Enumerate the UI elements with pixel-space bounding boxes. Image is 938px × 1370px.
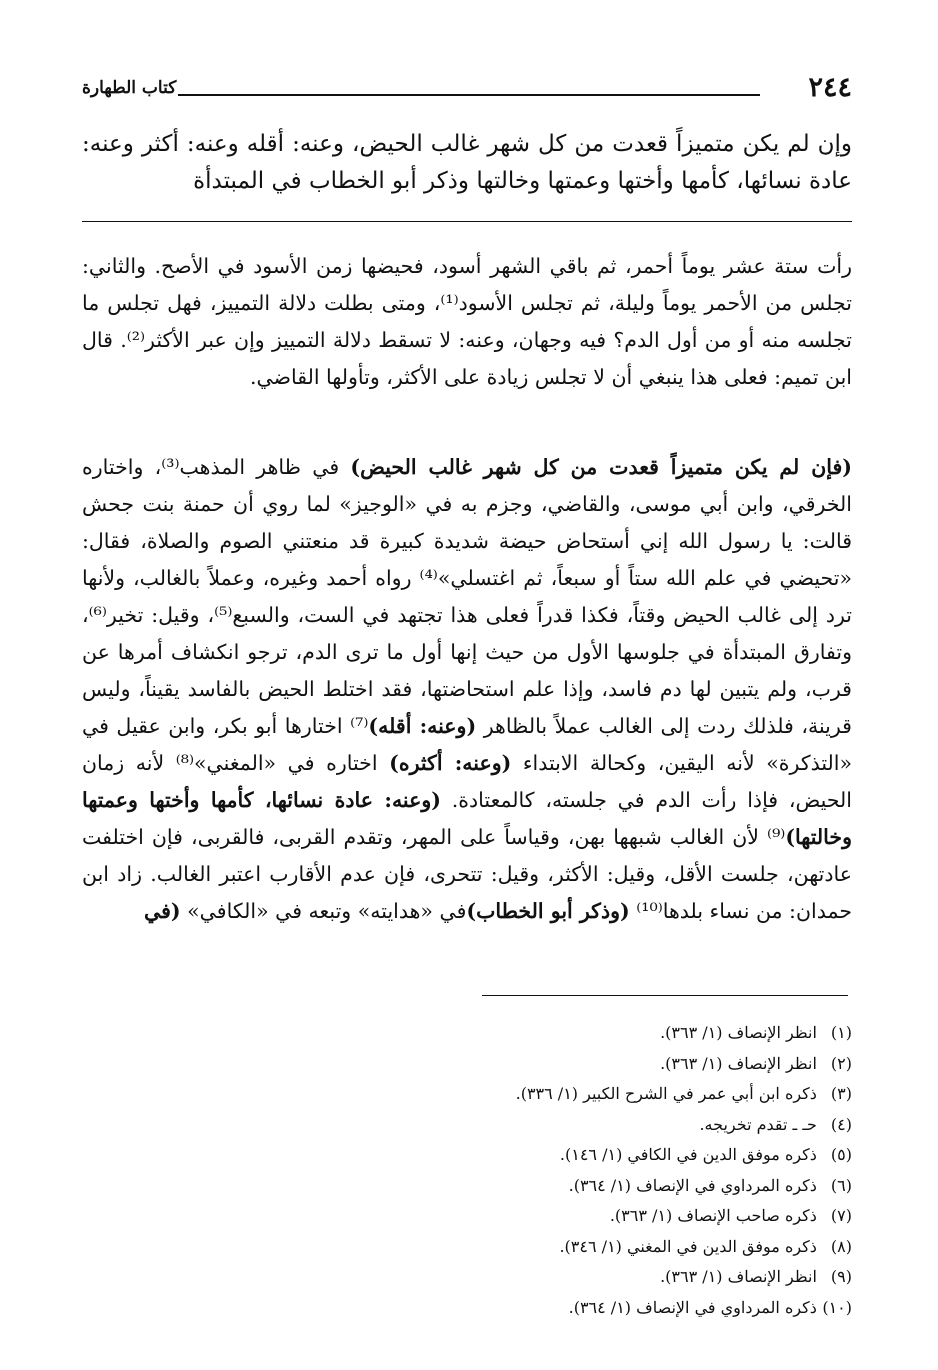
footnote-number: (٣) (830, 1084, 852, 1103)
footnote-text: ذكره صاحب الإنصاف (١/ ٣٦٣). (609, 1206, 817, 1225)
page-number: ٢٤٤ (808, 72, 852, 103)
book-title: كتاب الطهارة (82, 78, 177, 98)
footnote (82, 1110, 852, 1141)
footnote-number: (١٠) (822, 1297, 852, 1317)
footnote-text: انظر الإنصاف (١/ ٣٦٣). (660, 1023, 817, 1042)
footnote-number: (١) (830, 1023, 852, 1042)
quoted-matn: (وذكر أبو الخطاب) (466, 899, 630, 923)
footnote-number: (٩) (830, 1267, 852, 1286)
footnote-number: (٢) (830, 1053, 852, 1073)
footnote (82, 1201, 852, 1232)
quoted-matn: (في (144, 899, 181, 923)
footnote-text: ذكره المرداوي في الإنصاف (١/ ٣٦٤). (568, 1297, 817, 1317)
header-rule (178, 94, 760, 96)
quoted-matn: (فإن لم يكن متميزاً قعدت من كل شهر غالب الحيض) (350, 455, 852, 479)
quoted-matn: (وعنه: عادة نسائها، كأمها وأختها وعمتها وخالتها) (82, 788, 852, 849)
footnote (82, 1232, 852, 1263)
footnote (82, 1079, 852, 1110)
footnote-number: (٦) (830, 1175, 852, 1195)
footnote-number: (٧) (830, 1206, 852, 1225)
footnote (82, 1049, 852, 1080)
footnote (82, 1018, 852, 1049)
footnotes (82, 1018, 852, 1323)
commentary-text: في ظاهر المذهب⁽³⁾، واختاره الخرقي، وابن أبي موسى، والقاضي، وجزم به في «الوجيز» لما روي أن حمنة بنت جحش قالت: يا رسول الله إني أستحاض حيضة شديدة كبيرة قد منعتني الصوم والصلاة، فقال: «تحيضي في علم الله ستاً أو سبعاً، ثم اغتسلي»⁽⁴⁾ رواه أحمد وغيره، وعملاً بالغالب، ولأنها ترد إلى غالب الحيض وقتاً، فكذا قدراً فعلى هذا تجتهد في الست، والسبع⁽⁵⁾، وقيل: تخير⁽⁶⁾، وتفارق المبتدأة في جلوسها الأول من حيث إنها أول ما ترى الدم، ترجو انكشاف أمرها عن قرب، ولم يتبين لها دم فاسد، وإذا علم استحاضتها، فقد اختلط الحيض بالفاسد يقيناً، وليس قرينة، فلذلك ردت إلى الغالب عملاً بالظاهر (82, 455, 853, 738)
footnote (82, 1140, 852, 1171)
commentary-main (82, 449, 852, 930)
footnote (82, 1293, 852, 1324)
footnote (82, 1262, 852, 1293)
footnote-number: (٤) (830, 1114, 852, 1134)
footnote-text: ذكره ابن أبي عمر في الشرح الكبير (١/ ٣٣٦). (515, 1084, 817, 1103)
quoted-matn: (وعنه: أقله) (368, 714, 477, 738)
footnote-divider (482, 995, 848, 996)
page-header (82, 70, 852, 106)
footnote-text: انظر الإنصاف (١/ ٣٦٣). (660, 1267, 817, 1286)
commentary-text: ⁽⁹⁾ لأن الغالب شبهها بهن، وقياساً على المهر، وتقدم القربى، فالقربى، فإن اختلفت عادتهن، جلست الأقل، وقيل: الأكثر، وقيل: تتحرى، فإن عدم الأقارب اعتبر الغالب. زاد ابن حمدان: من نساء بلدها⁽¹⁰⁾ (82, 825, 852, 923)
quoted-matn: (وعنه: أكثره) (389, 751, 512, 775)
footnote-text: ذكره المرداوي في الإنصاف (١/ ٣٦٤). (568, 1175, 817, 1195)
matn-text: وإن لم يكن متميزاً قعدت من كل شهر غالب الحيض، وعنه: أقله وعنه: أكثر وعنه: عادة نسائها، كأمها وأختها وعمتها وخالتها وذكر أبو الخطاب في المبتدأة (82, 131, 852, 194)
footnote-text: انظر الإنصاف (١/ ٣٦٣). (660, 1053, 817, 1073)
commentary-continuation: رأت ستة عشر يوماً أحمر، ثم باقي الشهر أسود، فحيضها زمن الأسود في الأصح. والثاني: تجلس من الأحمر يوماً وليلة، ثم تجلس الأسود⁽¹⁾، ومتى بطلت دلالة التمييز، فهل تجلس ما تجلسه منه أو من أول الدم؟ فيه وجهان، وعنه: لا تسقط دلالة التمييز وإن عبر الأكثر⁽²⁾. قال ابن تميم: فعلى هذا ينبغي أن لا تجلس زيادة على الأكثر، وتأولها القاضي. (82, 254, 852, 389)
footnote-number: (٥) (830, 1145, 852, 1164)
footnote-text: ذكره موفق الدين في الكافي (١/ ١٤٦). (559, 1145, 817, 1164)
footnote (82, 1171, 852, 1202)
footnote-text: حـ ـ تقدم تخريجه. (699, 1114, 817, 1134)
commentary-text: في «هدايته» وتبعه في «الكافي» (180, 899, 467, 923)
commentary-text: ⁽⁷⁾ اختارها أبو بكر، وابن عقيل في «التذكرة» لأنه اليقين، وكحالة الابتداء (82, 714, 853, 775)
footnote-text: ذكره موفق الدين في المغني (١/ ٣٤٦). (559, 1236, 817, 1256)
matn-divider (82, 221, 852, 222)
footnote-number: (٨) (830, 1236, 852, 1256)
commentary-text: اختاره في «المغني»⁽⁸⁾ لأنه زمان الحيض، فإذا رأت الدم في جلسته، كالمعتادة. (82, 751, 852, 812)
